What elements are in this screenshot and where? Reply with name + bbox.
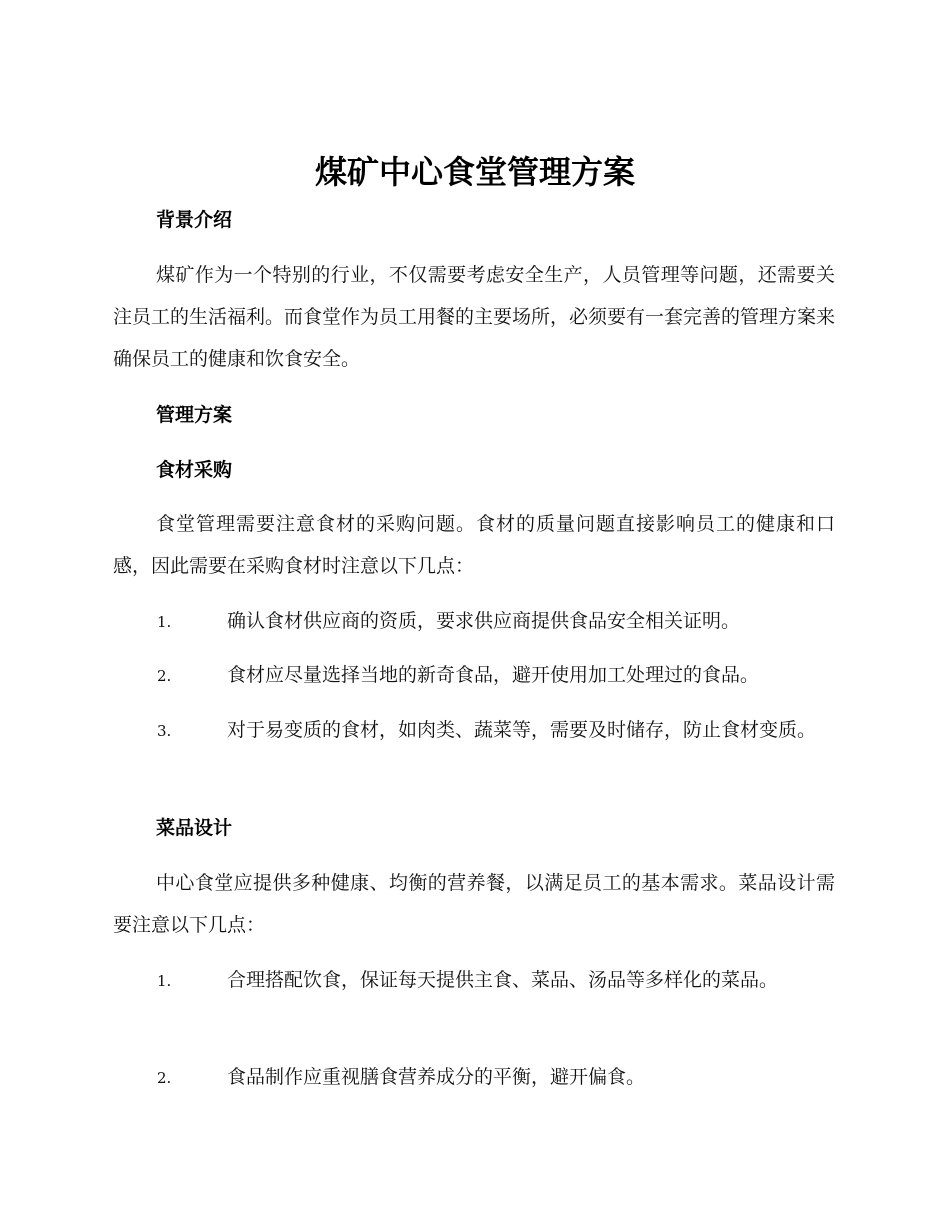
list-item: [113, 600, 835, 643]
list-text: 确认食材供应商的资质，要求供应商提供食品安全相关证明。: [227, 610, 741, 632]
list-text: 食品制作应重视膳食营养成分的平衡，避开偏食。: [227, 1066, 646, 1088]
document-title: 煤矿中心食堂管理方案: [314, 153, 635, 191]
paragraph-background: 煤矿作为一个特别的行业，不仅需要考虑安全生产，人员管理等问题，还需要关注员工的生活福利。而食堂作为员工用餐的主要场所，必须要有一套完善的管理方案来确保员工的健康和饮食安全。: [113, 264, 836, 370]
list-text: 食材应尽量选择当地的新奇食品，避开使用加工处理过的食品。: [227, 664, 760, 686]
list-text: 对于易变质的食材，如肉类、蔬菜等，需要及时储存，防止食材变质。: [227, 719, 817, 741]
list-item: [113, 1056, 835, 1099]
heading-background: 背景介绍: [156, 209, 233, 231]
heading-procurement: 食材采购: [156, 459, 233, 481]
list-number: 3.: [157, 722, 172, 740]
paragraph-menu-design: 中心食堂应提供多种健康、均衡的营养餐，以满足员工的基本需求。菜品设计需要注意以下几点：: [113, 872, 835, 936]
list-number: 2.: [157, 667, 172, 685]
paragraph-procurement: 食堂管理需要注意食材的采购问题。食材的质量问题直接影响员工的健康和口感，因此需要在采购食材时注意以下几点：: [113, 513, 835, 577]
list-item: [113, 709, 835, 752]
list-number: 2.: [157, 1069, 172, 1087]
list-item: [113, 654, 835, 697]
heading-menu-design: 菜品设计: [156, 817, 233, 839]
list-number: 1.: [157, 972, 172, 990]
heading-management-plan: 管理方案: [156, 404, 233, 426]
list-text: 合理搭配饮食，保证每天提供主食、菜品、汤品等多样化的菜品。: [227, 969, 779, 991]
list-number: 1.: [157, 613, 172, 631]
list-item: [113, 959, 835, 1002]
